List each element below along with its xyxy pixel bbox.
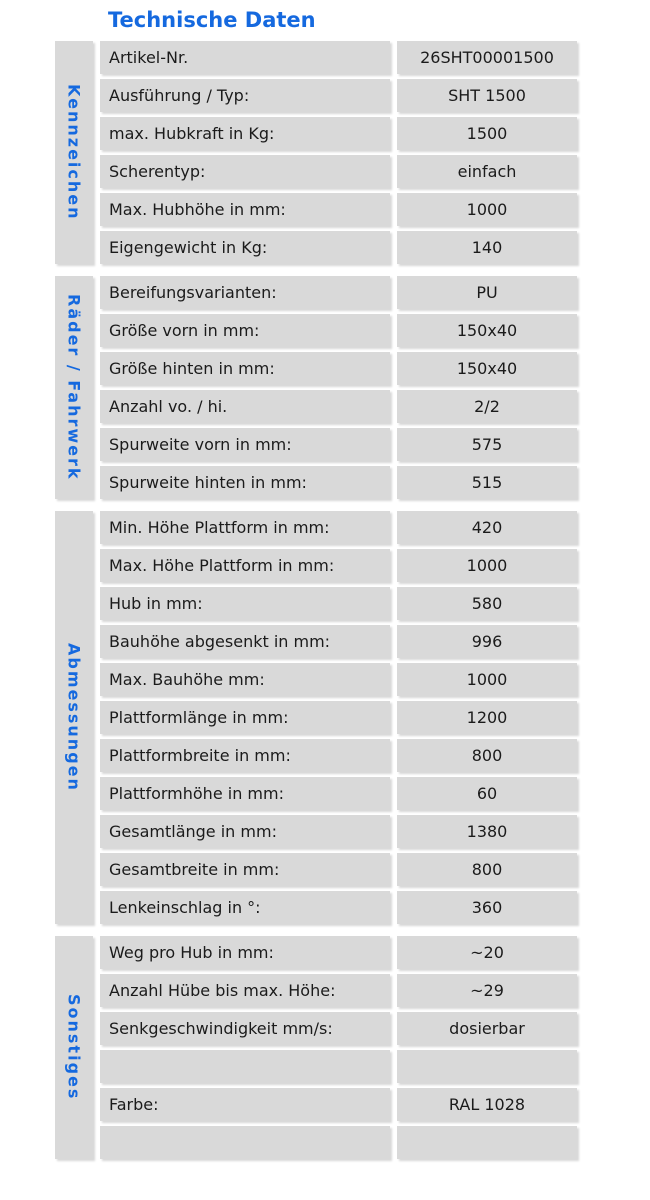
table-row xyxy=(100,891,577,924)
spec-label-cell: Größe vorn in mm: xyxy=(100,314,390,347)
spec-value-cell: 1380 xyxy=(397,815,577,848)
spec-label-cell: Farbe: xyxy=(100,1088,390,1121)
table-row xyxy=(100,853,577,886)
table-row xyxy=(100,41,577,74)
spec-label-cell: Max. Bauhöhe mm: xyxy=(100,663,390,696)
spec-value-cell: 515 xyxy=(397,466,577,499)
table-row xyxy=(100,314,577,347)
spec-label-cell: Spurweite hinten in mm: xyxy=(100,466,390,499)
section-label: Abmessungen xyxy=(64,643,84,792)
spec-value-cell: 140 xyxy=(397,231,577,264)
spec-label-cell: Max. Höhe Plattform in mm: xyxy=(100,549,390,582)
spec-value-cell: 360 xyxy=(397,891,577,924)
spec-label-cell: Max. Hubhöhe in mm: xyxy=(100,193,390,226)
spec-value-cell: 1500 xyxy=(397,117,577,150)
tech-data-table xyxy=(55,41,577,1159)
spec-label-cell: Weg pro Hub in mm: xyxy=(100,936,390,969)
spec-label-cell: Bauhöhe abgesenkt in mm: xyxy=(100,625,390,658)
page-title: Technische Daten xyxy=(108,8,316,32)
table-row xyxy=(100,193,577,226)
table-row xyxy=(100,1012,577,1045)
spec-label-cell xyxy=(100,1126,390,1159)
spec-value-cell: RAL 1028 xyxy=(397,1088,577,1121)
table-row xyxy=(100,231,577,264)
spec-value-cell: 580 xyxy=(397,587,577,620)
table-row xyxy=(100,663,577,696)
spec-value-cell: 575 xyxy=(397,428,577,461)
table-row xyxy=(100,1126,577,1159)
spec-value-cell: 150x40 xyxy=(397,314,577,347)
spec-label-cell: Eigengewicht in Kg: xyxy=(100,231,390,264)
spec-label-cell: Anzahl vo. / hi. xyxy=(100,390,390,423)
section-label: Kennzeichen xyxy=(64,84,84,221)
spec-label-cell: Plattformlänge in mm: xyxy=(100,701,390,734)
table-row xyxy=(100,1088,577,1121)
section-label-cell xyxy=(55,276,93,499)
section-label-cell xyxy=(55,41,93,264)
spec-label-cell: Plattformhöhe in mm: xyxy=(100,777,390,810)
table-row xyxy=(100,739,577,772)
section-rows xyxy=(100,936,577,1159)
spec-label-cell: Bereifungsvarianten: xyxy=(100,276,390,309)
section-label: Sonstiges xyxy=(64,994,84,1101)
spec-value-cell: 800 xyxy=(397,853,577,886)
spec-label-cell: Min. Höhe Plattform in mm: xyxy=(100,511,390,544)
spec-value-cell: 1000 xyxy=(397,663,577,696)
table-row xyxy=(100,625,577,658)
section-rows xyxy=(100,276,577,499)
spec-label-cell: Lenkeinschlag in °: xyxy=(100,891,390,924)
spec-value-cell: 420 xyxy=(397,511,577,544)
table-row xyxy=(100,587,577,620)
table-row xyxy=(100,155,577,188)
spec-value-cell: SHT 1500 xyxy=(397,79,577,112)
table-row xyxy=(100,466,577,499)
spec-value-cell: dosierbar xyxy=(397,1012,577,1045)
table-row xyxy=(100,511,577,544)
spec-value-cell: ~20 xyxy=(397,936,577,969)
table-row xyxy=(100,974,577,1007)
spec-label-cell: Ausführung / Typ: xyxy=(100,79,390,112)
spec-value-cell: 150x40 xyxy=(397,352,577,385)
table-row xyxy=(100,352,577,385)
table-section-kennzeichen xyxy=(55,41,577,264)
table-row xyxy=(100,428,577,461)
section-rows xyxy=(100,41,577,264)
section-label-cell xyxy=(55,936,93,1159)
table-row xyxy=(100,777,577,810)
spec-label-cell: Größe hinten in mm: xyxy=(100,352,390,385)
spec-label-cell: Spurweite vorn in mm: xyxy=(100,428,390,461)
spec-label-cell xyxy=(100,1050,390,1083)
spec-value-cell: ~29 xyxy=(397,974,577,1007)
spec-label-cell: Anzahl Hübe bis max. Höhe: xyxy=(100,974,390,1007)
table-row xyxy=(100,1050,577,1083)
table-row xyxy=(100,117,577,150)
spec-label-cell: Gesamtbreite in mm: xyxy=(100,853,390,886)
spec-label-cell: Gesamtlänge in mm: xyxy=(100,815,390,848)
spec-label-cell: Senkgeschwindigkeit mm/s: xyxy=(100,1012,390,1045)
spec-value-cell: 2/2 xyxy=(397,390,577,423)
table-row xyxy=(100,815,577,848)
spec-value-cell xyxy=(397,1126,577,1159)
spec-value-cell: 1000 xyxy=(397,193,577,226)
section-label: Räder / Fahrwerk xyxy=(64,294,84,481)
spec-value-cell: 60 xyxy=(397,777,577,810)
spec-value-cell: 26SHT00001500 xyxy=(397,41,577,74)
spec-value-cell: 996 xyxy=(397,625,577,658)
spec-value-cell: 1000 xyxy=(397,549,577,582)
table-row xyxy=(100,549,577,582)
spec-label-cell: Artikel-Nr. xyxy=(100,41,390,74)
section-rows xyxy=(100,511,577,924)
table-section-raeder-fahrwerk xyxy=(55,276,577,499)
table-section-sonstiges xyxy=(55,936,577,1159)
spec-value-cell: 800 xyxy=(397,739,577,772)
spec-value-cell: 1200 xyxy=(397,701,577,734)
spec-value-cell xyxy=(397,1050,577,1083)
table-row xyxy=(100,701,577,734)
spec-label-cell: Scherentyp: xyxy=(100,155,390,188)
spec-label-cell: Plattformbreite in mm: xyxy=(100,739,390,772)
spec-label-cell: Hub in mm: xyxy=(100,587,390,620)
table-row xyxy=(100,276,577,309)
spec-value-cell: einfach xyxy=(397,155,577,188)
section-label-cell xyxy=(55,511,93,924)
table-row xyxy=(100,390,577,423)
table-row xyxy=(100,79,577,112)
spec-value-cell: PU xyxy=(397,276,577,309)
table-section-abmessungen xyxy=(55,511,577,924)
spec-label-cell: max. Hubkraft in Kg: xyxy=(100,117,390,150)
table-row xyxy=(100,936,577,969)
